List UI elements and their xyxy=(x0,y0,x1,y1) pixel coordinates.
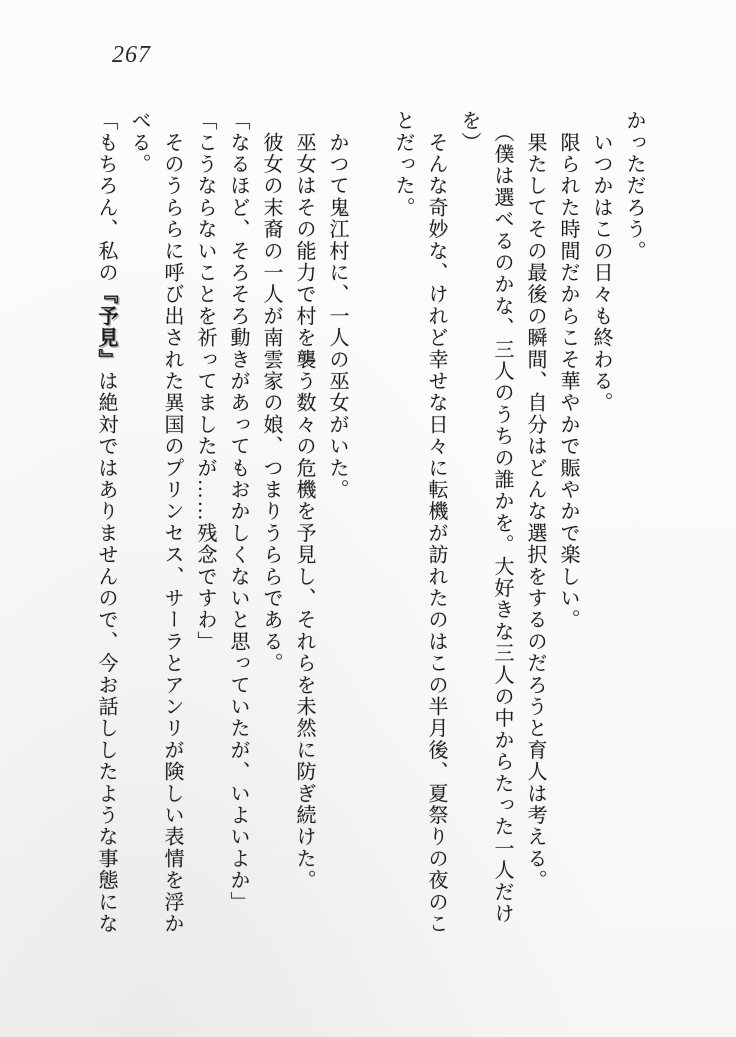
text-column-12: 「なるほど、そろそろ動きがあってもおかしくないと思っていたが、いよいよか」 xyxy=(227,110,249,913)
text-column-15: べる。 xyxy=(128,110,150,176)
text-run-after-emphasis: は絶対ではありませんので、今お話ししたような事態にな xyxy=(95,370,117,935)
text-column-13: 「こうならないことを祈ってましたが……残念ですわ」 xyxy=(194,110,216,653)
text-run-before-emphasis: 「もちろん、私の xyxy=(95,110,117,284)
text-column-9: かつて鬼江村に、一人の巫女がいた。 xyxy=(326,110,348,501)
text-column-blank xyxy=(353,110,386,950)
text-column-4: 果たしてその最後の瞬間、自分はどんな選択をするのだろうと育人は考える。 xyxy=(524,110,546,892)
text-column-11: 彼女の末裔の一人が南雲家の娘、つまりうららである。 xyxy=(260,110,282,675)
text-column-16-with-emphasis xyxy=(89,110,122,950)
page-number: 267 xyxy=(112,42,151,68)
text-column-8: とだった。 xyxy=(392,110,414,219)
text-column-14: そのうららに呼び出された異国のプリンセス、サーラとアンリが険しい表情を浮か xyxy=(161,110,183,935)
emphasized-term: 『予見』 xyxy=(95,283,117,371)
vertical-text-block xyxy=(89,110,650,950)
text-column-1: かっただろう。 xyxy=(623,110,645,262)
text-column-6: を） xyxy=(458,110,480,154)
text-column-2: いつかはこの日々も終わる。 xyxy=(590,110,612,414)
text-column-5: （僕は選べるのかな、三人のうちの誰かを。大好きな三人の中からたった一人だけ xyxy=(491,110,513,925)
text-column-3: 限られた時間だからこそ華やかで賑やかで楽しい。 xyxy=(557,110,579,631)
text-column-10: 巫女はその能力で村を襲う数々の危機を予見し、それらを未然に防ぎ続けた。 xyxy=(293,110,315,892)
text-column-7: そんな奇妙な、けれど幸せな日々に転機が訪れたのはこの半月後、夏祭りの夜のこ xyxy=(425,110,447,935)
